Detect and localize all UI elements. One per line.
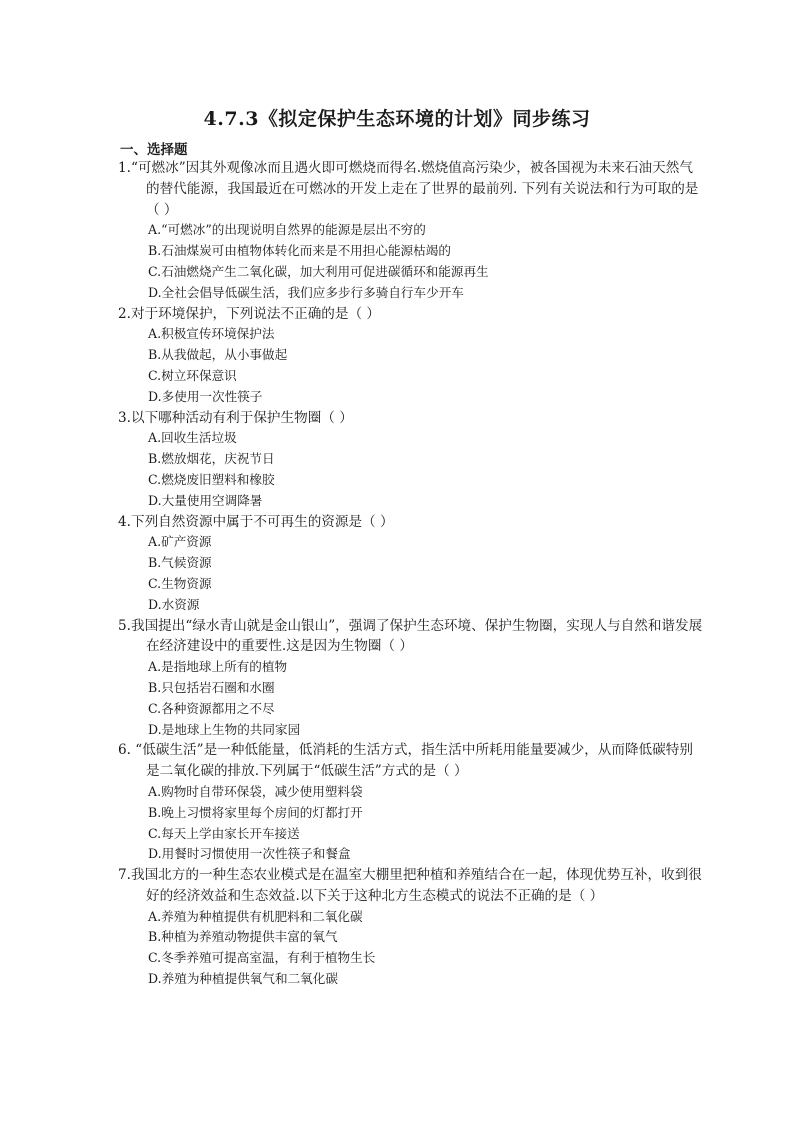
option-b: B.燃放烟花，庆祝节日 [148,451,275,467]
option-d: D.是地球上生物的共同家园 [148,721,301,737]
question-stem: 4.下列自然资源中属于不可再生的资源是（ ） [118,513,394,530]
option-d: D.水资源 [148,596,200,612]
option-b: B.气候资源 [148,555,212,571]
option-a: A.积极宣传环境保护法 [148,326,275,342]
question-5 [118,616,703,741]
option-a: A.“可燃冰”的出现说明自然界的能源是层出不穷的 [148,222,426,238]
option-d: D.养殖为种植提供氧气和二氧化碳 [148,971,338,987]
option-c: C.石油燃烧产生二氧化碳，加大利用可促进碳循环和能源再生 [148,263,489,279]
option-a: A.是指地球上所有的植物 [148,659,288,675]
question-stem: 7.我国北方的一种生态农业模式是在温室大棚里把种植和养殖结合在一起，体现优势互补，收到很好的经济效益和生态效益.以下关于这种北方生态模式的说法不正确的是（ ） [118,867,702,904]
option-c: C.冬季养殖可提高室温，有利于植物生长 [148,950,376,966]
option-list [118,657,703,740]
option-a: A.矿产资源 [148,534,212,550]
option-b: B.晚上习惯将家里每个房间的灯都打开 [148,804,363,820]
page-title: 4.7.3《拟定保护生态环境的计划》同步练习 [203,108,591,130]
question-1 [118,158,703,304]
option-list [118,324,703,407]
question-6 [118,740,703,865]
option-a: A.回收生活垃圾 [148,430,237,446]
option-d: D.大量使用空调降暑 [148,492,263,508]
question-3 [118,408,703,512]
option-list [118,907,703,990]
question-stem: 5.我国提出“绿水青山就是金山银山”，强调了保护生态环境、保护生物圈，实现人与自然和谐发展在经济建设中的重要性.这是因为生物圈（ ） [118,617,703,655]
option-list [118,532,703,615]
option-b: B.石油煤炭可由植物体转化而来是不用担心能源枯竭的 [148,243,451,259]
question-stem: 2.对于环境保护，下列说法不正确的是（ ） [118,305,380,322]
question-4 [118,512,703,616]
question-list [118,158,703,990]
question-stem: 3.以下哪种活动有利于保护生物圈（ ） [118,409,353,426]
question-stem: 1.“可燃冰”因其外观像冰而且遇火即可燃烧而得名.燃烧值高污染少，被各国视为未来石油天然气的替代能源，我国最近在可燃冰的开发上走在了世界的最前列. 下列有关说法和行为可取的是（ ） [118,160,699,218]
option-list [118,428,703,511]
option-list [118,220,703,303]
option-c: C.燃烧废旧塑料和橡胶 [148,471,275,487]
option-d: D.全社会倡导低碳生活，我们应多步行多骑自行车少开车 [148,284,464,300]
option-list [118,782,703,865]
option-c: C.各种资源都用之不尽 [148,700,275,716]
question-stem: 6. “低碳生活”是一种低能量，低消耗的生活方式，指生活中所耗用能量要减少，从而降低碳特别是二氧化碳的排放.下列属于“低碳生活”方式的是（ ） [118,742,693,780]
section-heading: 一、选择题 [120,142,188,158]
option-d: D.多使用一次性筷子 [148,388,263,404]
option-b: B.只包括岩石圈和水圈 [148,679,275,695]
option-d: D.用餐时习惯使用一次性筷子和餐盒 [148,846,351,862]
option-b: B.从我做起，从小事做起 [148,347,288,363]
option-a: A.养殖为种植提供有机肥料和二氧化碳 [148,908,363,924]
question-7 [118,865,703,990]
option-c: C.树立环保意识 [148,367,237,383]
option-c: C.生物资源 [148,575,212,591]
question-2 [118,304,703,408]
option-c: C.每天上学由家长开车接送 [148,825,300,841]
option-b: B.种植为养殖动物提供丰富的氧气 [148,929,338,945]
option-a: A.购物时自带环保袋，减少使用塑料袋 [148,783,363,799]
